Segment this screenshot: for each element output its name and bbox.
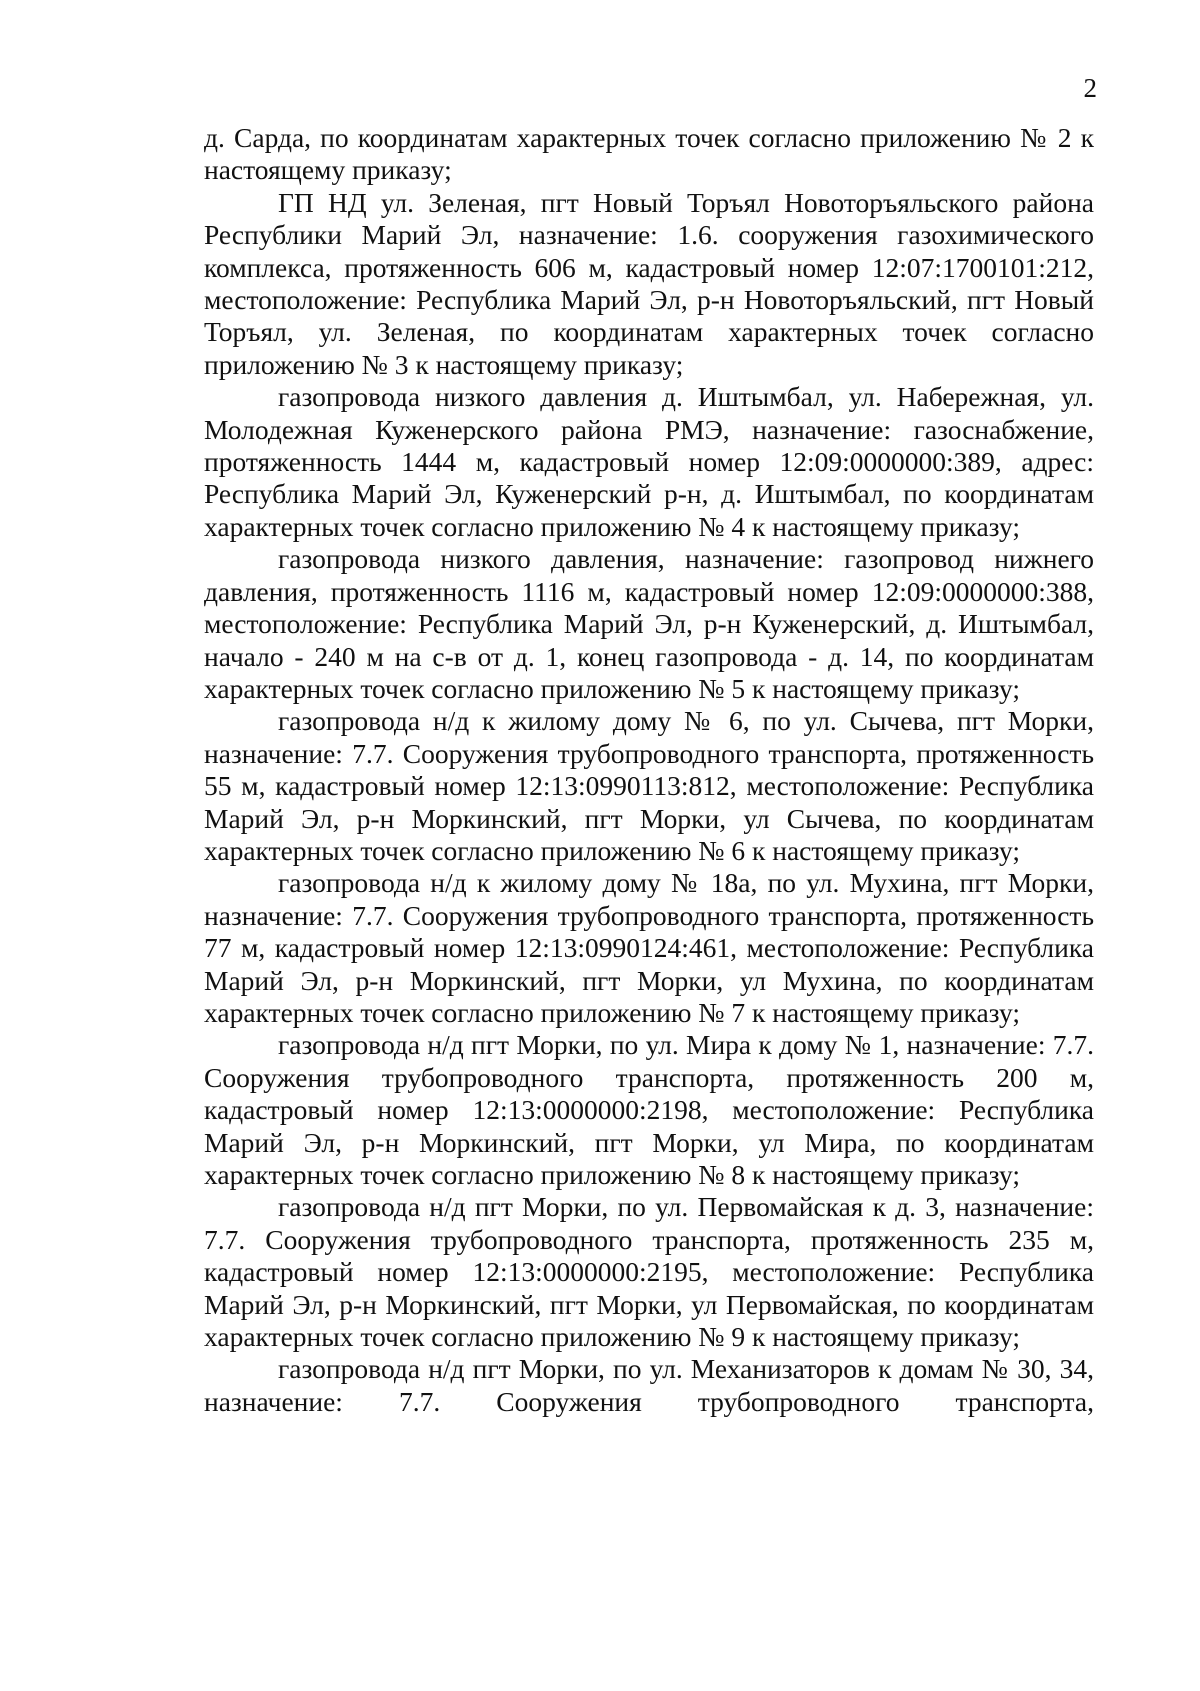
page-number: 2 [1083,73,1097,103]
paragraph-continuation: д. Сарда, по координатам характерных точек согласно приложению № 2 к настоящему приказу; [204,122,1094,186]
paragraph-gas-pipeline-mira: газопровода н/д пгт Морки, по ул. Мира к дому № 1, назначение: 7.7. Сооружения трубопроводного транспорта, протяженность 200 м, кадастровый номер 12:13:0000000:2198, местоположение: Республика Марий Эл, р-н Моркинский, пгт Морки, ул Мира, по координатам характерных точек согласно приложению № 8 к настоящему приказу; [204,1029,1094,1190]
paragraph-gas-pipeline-sycheva: газопровода н/д к жилому дому № 6, по ул. Сычева, пгт Морки, назначение: 7.7. Сооружения трубопроводного транспорта, протяженность 55 м, кадастровый номер 12:13:0990113:812, местоположение: Республика Марий Эл, р-н Моркинский, пгт Морки, ул Сычева, по координатам характерных точек согласно приложению № 6 к настоящему приказу; [204,705,1094,866]
paragraph-gas-pipeline-ishtymbal-1: газопровода низкого давления д. Иштымбал, ул. Набережная, ул. Молодежная Куженерского района РМЭ, назначение: газоснабжение, протяженность 1444 м, кадастровый номер 12:09:0000000:389, адрес: Республика Марий Эл, Куженерский р-н, д. Иштымбал, по координатам характерных точек согласно приложению № 4 к настоящему приказу; [204,381,1094,542]
paragraph-gas-pipeline-novy-toryal: ГП НД ул. Зеленая, пгт Новый Торъял Новоторъяльского района Республики Марий Эл, назначение: 1.6. сооружения газохимического комплекса, протяженность 606 м, кадастровый номер 12:07:1700101:212, местоположение: Республика Марий Эл, р-н Новоторъяльский, пгт Новый Торъял, ул. Зеленая, по координатам характерных точек согласно приложению № 3 к настоящему приказу; [204,186,1094,380]
paragraph-gas-pipeline-ishtymbal-2: газопровода низкого давления, назначение: газопровод нижнего давления, протяженность 1116 м, кадастровый номер 12:09:0000000:388, местоположение: Республика Марий Эл, р-н Куженерский, д. Иштымбал, начало - 240 м на с-в от д. 1, конец газопровода - д. 14, по координатам характерных точек согласно приложению № 5 к настоящему приказу; [204,543,1094,704]
paragraph-gas-pipeline-pervomayskaya: газопровода н/д пгт Морки, по ул. Первомайская к д. 3, назначение: 7.7. Сооружения трубопроводного транспорта, протяженность 235 м, кадастровый номер 12:13:0000000:2195, местоположение: Республика Марий Эл, р-н Моркинский, пгт Морки, ул Первомайская, по координатам характерных точек согласно приложению № 9 к настоящему приказу; [204,1191,1094,1353]
document-body [204,122,1094,1418]
paragraph-gas-pipeline-mekhanizatorov: газопровода н/д пгт Морки, по ул. Механизаторов к домам № 30, 34, назначение: 7.7. Сооружения трубопроводного транспорта, [204,1353,1094,1417]
paragraph-gas-pipeline-mukhina: газопровода н/д к жилому дому № 18а, по ул. Мухина, пгт Морки, назначение: 7.7. Сооружения трубопроводного транспорта, протяженность 77 м, кадастровый номер 12:13:0990124:461, местоположение: Республика Марий Эл, р-н Моркинский, пгт Морки, ул Мухина, по координатам характерных точек согласно приложению № 7 к настоящему приказу; [204,867,1094,1028]
